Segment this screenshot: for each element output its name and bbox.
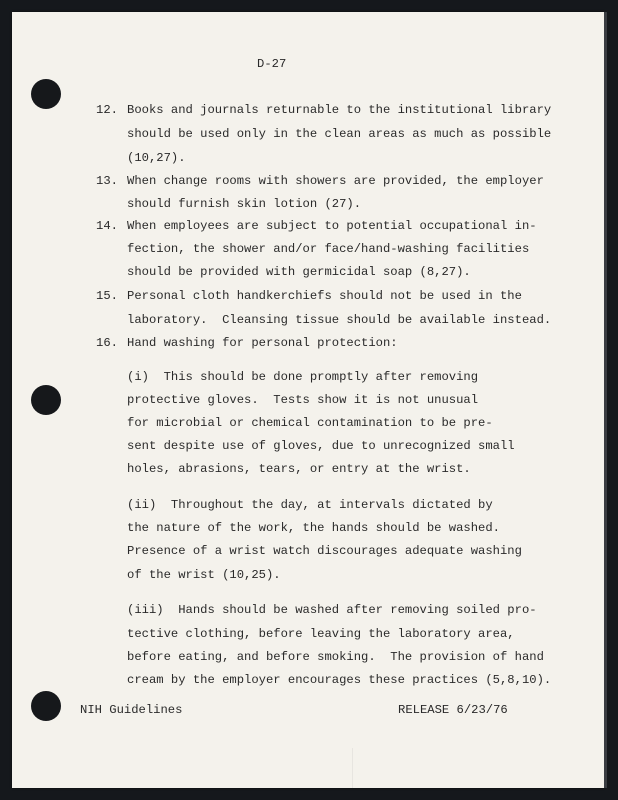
page-number: D-27 bbox=[257, 57, 287, 71]
subitem-line: before eating, and before smoking. The provision of hand bbox=[127, 650, 544, 664]
item-line: Hand washing for personal protection: bbox=[127, 336, 398, 350]
item-line: When employees are subject to potential occupational in- bbox=[127, 219, 537, 233]
page-edge bbox=[604, 12, 607, 788]
item-line: should furnish skin lotion (27). bbox=[127, 197, 362, 211]
subitem-line: tective clothing, before leaving the laboratory area, bbox=[127, 627, 515, 641]
paper-crease bbox=[352, 748, 353, 788]
subitem-line: protective gloves. Tests show it is not unusual bbox=[127, 393, 479, 407]
subitem-line: cream by the employer encourages these practices (5,8,10). bbox=[127, 673, 552, 687]
subitem-line: Presence of a wrist watch discourages adequate washing bbox=[127, 544, 522, 558]
item-line: should be used only in the clean areas as much as possible bbox=[127, 127, 552, 141]
subitem-line: sent despite use of gloves, due to unrecognized small bbox=[127, 439, 515, 453]
item-line: When change rooms with showers are provided, the employer bbox=[127, 174, 544, 188]
subitem-line: of the wrist (10,25). bbox=[127, 568, 281, 582]
binder-hole-top bbox=[31, 79, 61, 109]
subitem-line: for microbial or chemical contamination to be pre- bbox=[127, 416, 493, 430]
subitem-line: (i) This should be done promptly after removing bbox=[127, 370, 479, 384]
binder-hole-bottom bbox=[31, 691, 61, 721]
item-number: 12. bbox=[96, 103, 118, 117]
item-line: laboratory. Cleansing tissue should be available instead. bbox=[127, 313, 552, 327]
item-number: 15. bbox=[96, 289, 118, 303]
item-line: Books and journals returnable to the institutional library bbox=[127, 103, 552, 117]
footer-left: NIH Guidelines bbox=[80, 703, 183, 717]
item-line: Personal cloth handkerchiefs should not be used in the bbox=[127, 289, 522, 303]
binder-hole-middle bbox=[31, 385, 61, 415]
item-line: (10,27). bbox=[127, 151, 186, 165]
item-number: 16. bbox=[96, 336, 118, 350]
subitem-line: holes, abrasions, tears, or entry at the wrist. bbox=[127, 462, 471, 476]
subitem-line: (iii) Hands should be washed after removing soiled pro- bbox=[127, 603, 537, 617]
item-line: fection, the shower and/or face/hand-washing facilities bbox=[127, 242, 530, 256]
subitem-line: the nature of the work, the hands should be washed. bbox=[127, 521, 500, 535]
item-number: 13. bbox=[96, 174, 118, 188]
item-line: should be provided with germicidal soap (8,27). bbox=[127, 265, 471, 279]
subitem-line: (ii) Throughout the day, at intervals dictated by bbox=[127, 498, 493, 512]
item-number: 14. bbox=[96, 219, 118, 233]
footer-right: RELEASE 6/23/76 bbox=[398, 703, 508, 717]
